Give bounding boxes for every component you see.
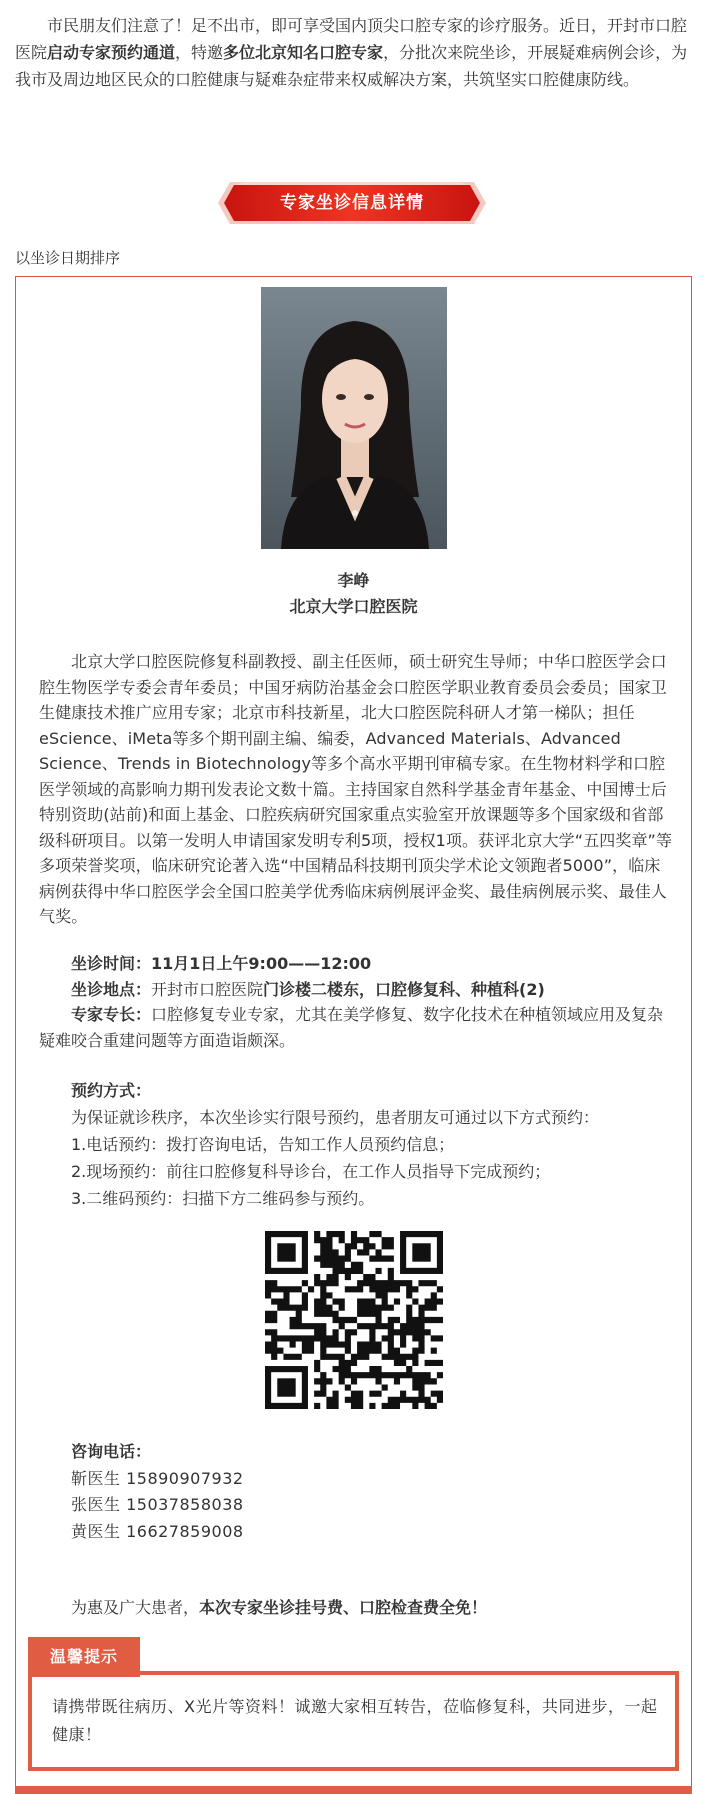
free-note-strong: 本次专家坐诊挂号费、口腔检查费全免！	[199, 1598, 488, 1617]
schedule-time	[39, 951, 676, 977]
specialty-value: 口腔修复专业专家，尤其在美学修复、数字化技术在种植领域应用及复杂疑难咬合重建问题等方面造诣颇深。	[39, 1005, 664, 1050]
sort-note: 以坐诊日期排序	[15, 249, 121, 267]
doctor-photo	[261, 287, 447, 549]
doctor-name: 李峥	[337, 571, 370, 590]
time-label: 坐诊时间：	[71, 954, 152, 973]
intro-strong-1: 启动专家预约通道	[47, 43, 176, 62]
intro-paragraph	[15, 12, 692, 93]
free-fee-note	[39, 1595, 676, 1621]
booking-line: 3.二维码预约：扫描下方二维码参与预约。	[71, 1189, 375, 1208]
doctor-card	[15, 276, 692, 1786]
card-bottom-bar	[15, 1786, 692, 1794]
booking-methods	[39, 1077, 676, 1212]
portrait-illustration	[261, 287, 447, 549]
doctor-bio: 北京大学口腔医院修复科副教授、副主任医师，硕士研究生导师；中华口腔医学会口腔生物医学专委会青年委员；中国牙病防治基金会口腔医学职业教育委员会委员；国家卫生健康技术推广应用专家；北京市科技新星，北大口腔医院科研人才第一梯队；担任eScience、iMeta等多个期刊副主编、编委，Advanced Materials、Advanced Science、Trends in Biotechnology等多个高水平期刊审稿专家。在生物材料学和口腔医学领域的高影响力期刊发表论文数十篇。主持国家自然科学基金青年基金、中国博士后特别资助(站前)和面上基金、口腔疾病研究国家重点实验室开放课题等多个国家级和省部级科研项目。以第一发明人申请国家发明专利5项，授权1项。获评北京大学“五四奖章”等多项荣誉奖项，临床研究论著入选“中国精品科技期刊顶尖学术论文领跑者5000”，临床病例获得中华口腔医学会全国口腔美学优秀临床病例展评金奖、最佳病例展示奖、最佳人气奖。	[39, 652, 673, 926]
booking-line: 1.电话预约：拨打咨询电话，告知工作人员预约信息；	[71, 1135, 455, 1154]
consult-phone-line[interactable]: 张医生 15037858038	[71, 1495, 244, 1514]
time-value: 11月1日上午9:00——12:00	[151, 954, 372, 973]
free-note-plain: 为惠及广大患者，	[71, 1598, 200, 1617]
intro-strong-2: 多位北京知名口腔专家	[223, 43, 384, 62]
section-banner	[218, 182, 486, 224]
specialty-label: 专家专长：	[71, 1005, 152, 1024]
tip-text: 请携带既往病历、X光片等资料！诚邀大家相互转告，莅临修复科，共同进步，一起健康！	[52, 1697, 658, 1744]
intro-text-3: ，分批次来院坐诊，开展疑难病例会诊，为我市及周边地区民众的口腔健康与疑难杂症带来权威解决方案，共筑坚实口腔健康防线。	[15, 43, 688, 89]
banner-title: 专家坐诊信息详情	[280, 193, 424, 213]
consult-title: 咨询电话：	[71, 1442, 152, 1461]
intro-text-2: ，特邀	[175, 43, 224, 62]
booking-qr-code[interactable]	[265, 1231, 443, 1409]
consult-phone-line[interactable]: 黄医生 16627859008	[71, 1521, 244, 1541]
intro-text-1: 市民朋友们注意了！足不出市，即可享受国内顶尖口腔专家的诊疗服务。近日，开封市口腔医院	[15, 16, 688, 62]
booking-line: 2.现场预约：前往口腔修复科导诊台，在工作人员指导下完成预约；	[71, 1162, 551, 1181]
booking-line: 为保证就诊秩序，本次坐诊实行限号预约，患者朋友可通过以下方式预约：	[71, 1108, 600, 1127]
schedule-place	[39, 977, 676, 1003]
booking-title: 预约方式：	[71, 1081, 152, 1100]
doctor-hospital: 北京大学口腔医院	[289, 597, 418, 616]
schedule-info	[39, 951, 676, 1053]
tip-title: 温馨提示	[28, 1637, 140, 1677]
place-label: 坐诊地点：	[71, 979, 152, 999]
tip-box	[28, 1671, 679, 1771]
consult-phones	[39, 1439, 676, 1545]
qr-code-graphic	[265, 1231, 443, 1409]
schedule-specialty	[39, 1002, 676, 1053]
place-plain: 开封市口腔医院	[151, 979, 264, 999]
consult-phone-line[interactable]: 靳医生 15890907932	[71, 1468, 244, 1488]
place-strong: 门诊楼二楼东，口腔修复科、种植科(2)	[263, 979, 545, 999]
